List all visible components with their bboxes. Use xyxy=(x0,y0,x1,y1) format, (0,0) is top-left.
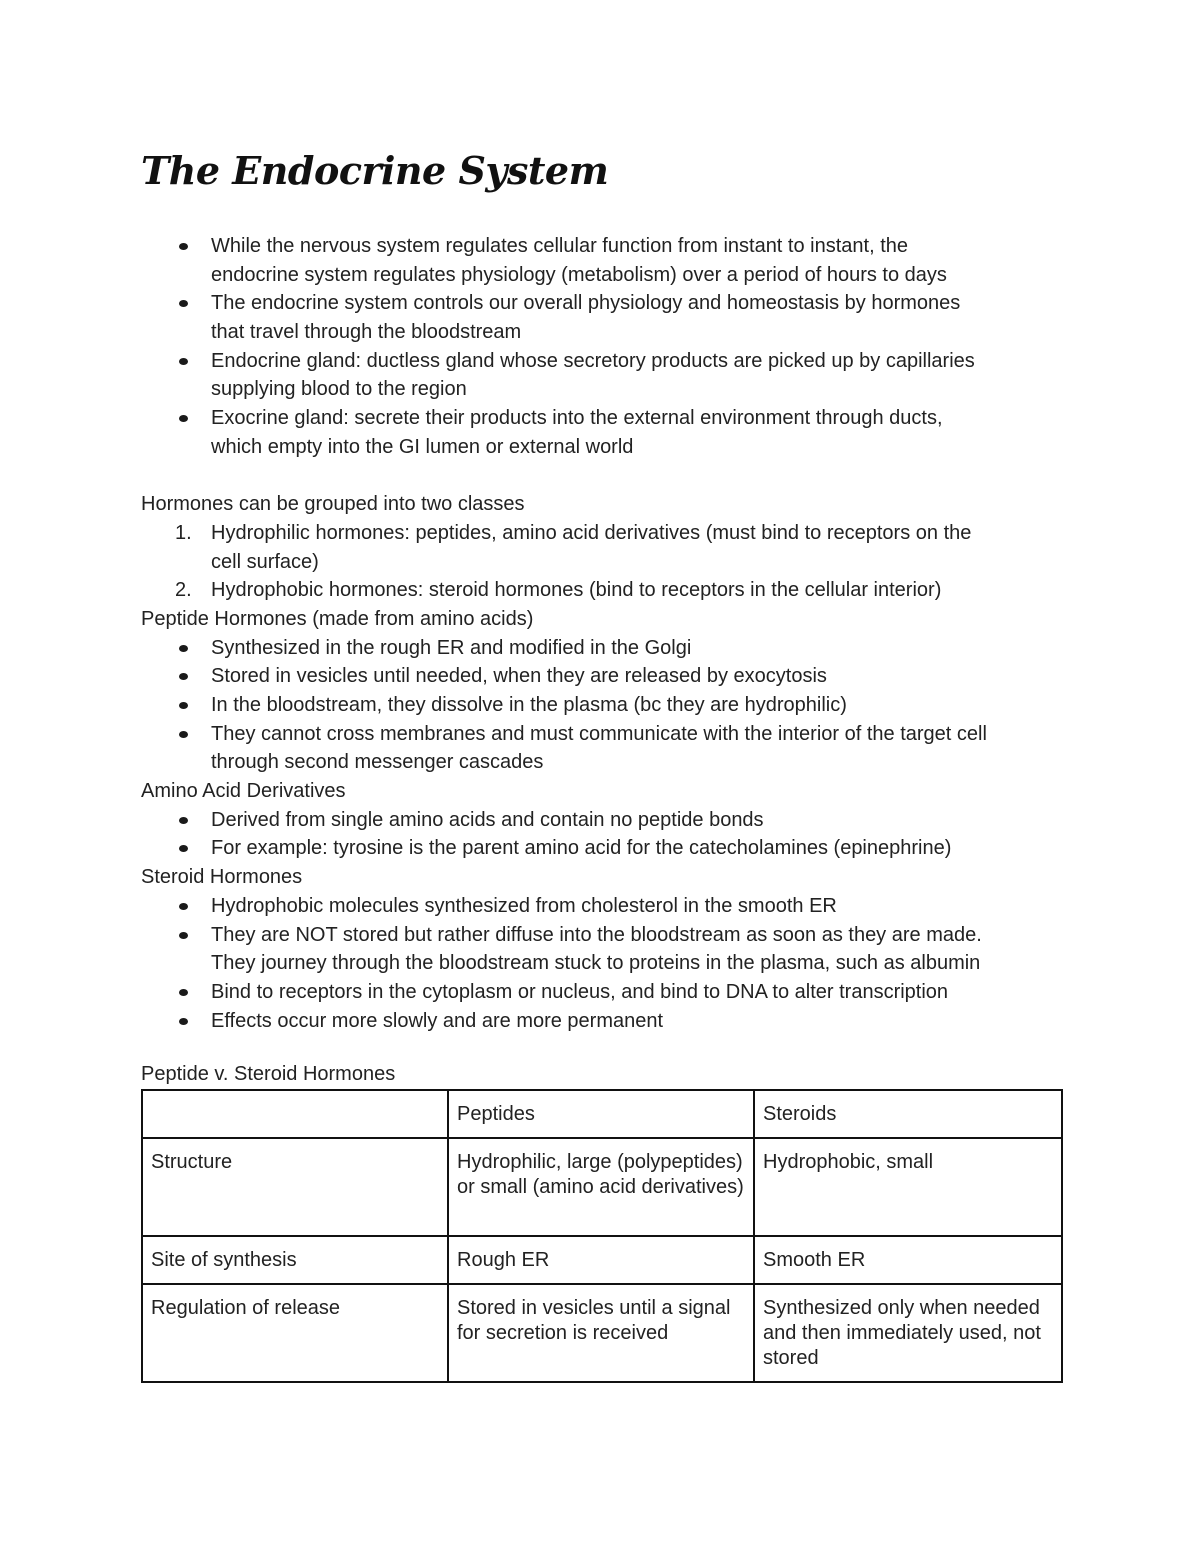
bullet-item xyxy=(141,289,1061,318)
section-heading-steroid: Steroid Hormones xyxy=(141,866,303,889)
table-header-cell: Steroids xyxy=(754,1090,1062,1138)
page-title: The Endocrine System xyxy=(141,148,609,193)
bullet-icon xyxy=(179,415,188,422)
bullet-item xyxy=(141,978,1061,1007)
table-header-row xyxy=(142,1090,1062,1138)
section-heading-classes: Hormones can be grouped into two classes xyxy=(141,493,525,516)
bullet-item xyxy=(141,662,1061,691)
bullet-icon xyxy=(179,243,188,250)
bullet-continuation: through second messenger cascades xyxy=(211,751,544,774)
table-cell: Smooth ER xyxy=(754,1236,1062,1284)
bullet-text: For example: tyrosine is the parent amino acid for the catecholamines (epinephrine) xyxy=(211,837,952,860)
bullet-text: Bind to receptors in the cytoplasm or nucleus, and bind to DNA to alter transcription xyxy=(211,980,949,1003)
item-continuation: cell surface) xyxy=(211,550,319,573)
bullet-text: They cannot cross membranes and must communicate with the interior of the target cell xyxy=(211,722,987,745)
bullet-item xyxy=(141,892,1061,921)
bullet-item xyxy=(141,232,1061,261)
table-header-cell xyxy=(142,1090,448,1138)
bullet-item xyxy=(141,404,1061,433)
table-row xyxy=(142,1236,1062,1284)
bullet-icon xyxy=(179,645,188,652)
bullet-icon xyxy=(179,932,188,939)
bullet-item xyxy=(141,720,1061,749)
bullet-icon xyxy=(179,702,188,709)
table-cell: Structure xyxy=(142,1138,448,1236)
blank-line xyxy=(141,462,1061,491)
bullet-item xyxy=(141,691,1061,720)
table-cell: Hydrophilic, large (polypeptides) or small (amino acid derivatives) xyxy=(448,1138,754,1236)
table-caption: Peptide v. Steroid Hormones xyxy=(141,1063,396,1085)
bullet-text: Stored in vesicles until needed, when they are released by exocytosis xyxy=(211,665,827,688)
bullet-icon xyxy=(179,817,188,824)
table-cell: Stored in vesicles until a signal for secretion is received xyxy=(448,1284,754,1382)
item-number: 2. xyxy=(175,579,192,602)
bullet-text: Hydrophobic molecules synthesized from cholesterol in the smooth ER xyxy=(211,894,837,917)
table-cell: Synthesized only when needed and then immediately used, not stored xyxy=(754,1284,1062,1382)
bullet-item xyxy=(141,347,1061,376)
comparison-table xyxy=(141,1089,1063,1383)
bullet-icon xyxy=(179,300,188,307)
bullet-continuation: They journey through the bloodstream stuck to proteins in the plasma, such as albumin xyxy=(211,952,981,975)
table-row xyxy=(142,1138,1062,1236)
bullet-text: Derived from single amino acids and contain no peptide bonds xyxy=(211,808,764,831)
bullet-continuation: that travel through the bloodstream xyxy=(211,321,522,344)
table-cell: Site of synthesis xyxy=(142,1236,448,1284)
bullet-text: The endocrine system controls our overall physiology and homeostasis by hormones xyxy=(211,292,961,315)
item-text: Hydrophobic hormones: steroid hormones (bind to receptors in the cellular interior) xyxy=(211,579,942,602)
bullet-item xyxy=(141,806,1061,835)
bullet-text: Exocrine gland: secrete their products into the external environment through ducts, xyxy=(211,407,943,430)
table-cell: Regulation of release xyxy=(142,1284,448,1382)
bullet-text: Synthesized in the rough ER and modified in the Golgi xyxy=(211,636,692,659)
bullet-icon xyxy=(179,903,188,910)
section-heading-amino: Amino Acid Derivatives xyxy=(141,780,346,803)
item-number: 1. xyxy=(175,521,192,544)
numbered-item xyxy=(141,576,1061,605)
bullet-item xyxy=(141,634,1061,663)
bullet-icon xyxy=(179,673,188,680)
table-cell: Hydrophobic, small xyxy=(754,1138,1062,1236)
bullet-text: In the bloodstream, they dissolve in the plasma (bc they are hydrophilic) xyxy=(211,694,847,716)
table-header-cell: Peptides xyxy=(448,1090,754,1138)
bullet-text: While the nervous system regulates cellular function from instant to instant, the xyxy=(211,235,909,257)
table-row xyxy=(142,1284,1062,1382)
numbered-item xyxy=(141,519,1061,548)
item-text: Hydrophilic hormones: peptides, amino acid derivatives (must bind to receptors on the xyxy=(211,521,972,544)
bullet-item xyxy=(141,1007,1061,1036)
bullet-item xyxy=(141,921,1061,950)
bullet-icon xyxy=(179,1018,188,1025)
bullet-continuation: which empty into the GI lumen or external world xyxy=(211,435,634,458)
bullet-continuation: supplying blood to the region xyxy=(211,378,467,401)
bullet-text: They are NOT stored but rather diffuse into the bloodstream as soon as they are made. xyxy=(211,923,982,946)
bullet-icon xyxy=(179,845,188,852)
bullet-icon xyxy=(179,358,188,365)
bullet-text: Effects occur more slowly and are more permanent xyxy=(211,1009,664,1032)
bullet-text: Endocrine gland: ductless gland whose secretory products are picked up by capillaries xyxy=(211,349,975,372)
bullet-icon xyxy=(179,731,188,738)
bullet-icon xyxy=(179,989,188,996)
table-cell: Rough ER xyxy=(448,1236,754,1284)
document-body xyxy=(141,232,1061,1035)
section-heading-peptide: Peptide Hormones (made from amino acids) xyxy=(141,607,534,630)
bullet-continuation: endocrine system regulates physiology (metabolism) over a period of hours to days xyxy=(211,263,947,286)
bullet-item xyxy=(141,834,1061,863)
